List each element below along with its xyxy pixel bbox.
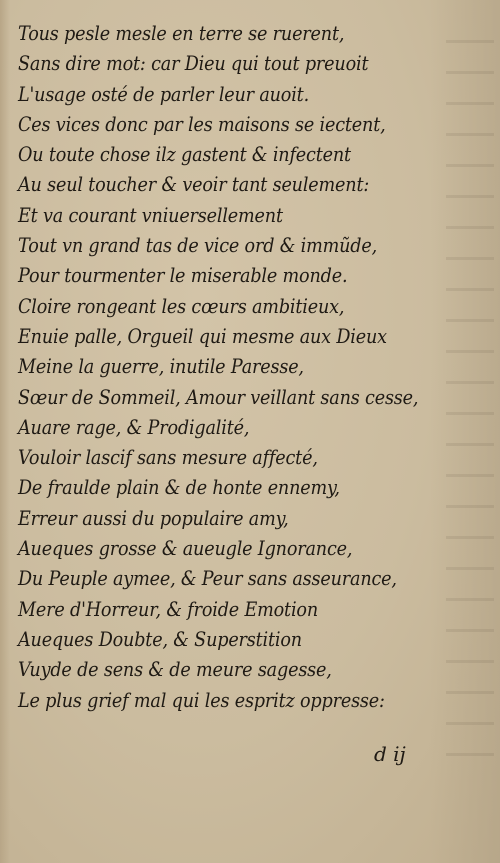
verse-line: Cloire rongeant les cœurs ambitieux, [18,293,345,318]
verse-line: Ou toute chose ilz gastent & infectent [18,142,351,167]
verse-line: Au seul toucher & veoir tant seulement: [18,172,370,197]
verse-line: Sans dire mot: car Dieu qui tout preuoit [18,51,369,76]
verse-line: Du Peuple aymee, & Peur sans asseurance, [18,566,397,591]
page-gutter-shadow [0,0,10,863]
verse-line: Tout vn grand tas de vice ord & immũde, [18,233,378,258]
verse-line: Le plus grief mal qui les espritz oppresse: [18,687,385,712]
verse-line: Et va courant vniuersellement [18,202,283,227]
verse-line: Mere d'Horreur, & froide Emotion [18,596,318,621]
verse-line: Aueques grosse & aueugle Ignorance, [18,536,353,561]
verse-line: Ces vices donc par les maisons se iectent, [18,111,386,136]
verse-line: Vouloir lascif sans mesure affecté, [18,445,318,470]
verse-block [18,18,458,715]
verse-line: L'usage osté de parler leur auoit. [18,81,310,106]
catchword-signature: d ij [374,742,406,766]
verse-line: Auare rage, & Prodigalité, [18,414,250,439]
verse-line: Erreur aussi du populaire amy, [18,505,289,530]
verse-line: Pour tourmenter le miserable monde. [18,263,348,288]
verse-line: Meine la guerre, inutile Paresse, [18,354,304,379]
verse-line: Tous pesle mesle en terre se ruerent, [18,21,345,45]
verse-line: Aueques Doubte, & Superstition [18,626,302,651]
verse-line: Vuyde de sens & de meure sagesse, [18,657,332,682]
verse-line: Enuie palle, Orgueil qui mesme aux Dieux [18,323,387,348]
verse-line: Sœur de Sommeil, Amour veillant sans cesse, [18,384,419,409]
verse-line: De fraulde plain & de honte ennemy, [18,475,340,500]
